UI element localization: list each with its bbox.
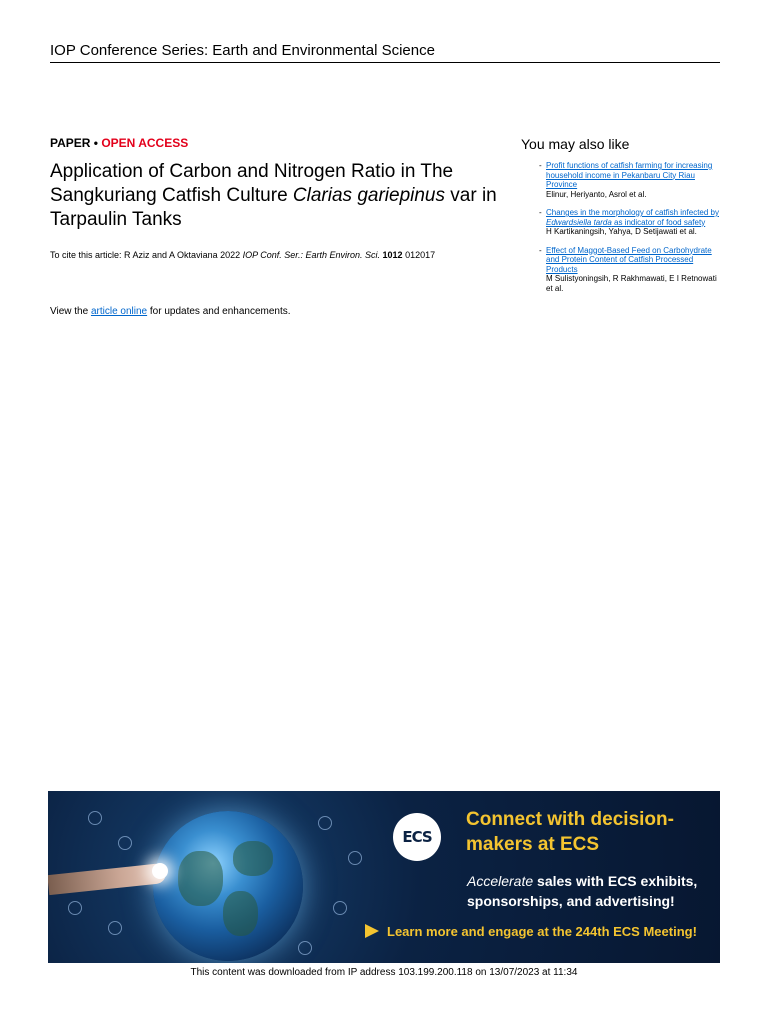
network-node-icon [348,851,362,865]
related-articles-panel [521,136,721,302]
related-item [521,161,721,199]
article-online-link[interactable]: article online [90,306,148,317]
related-link[interactable]: Effect of Maggot-Based Feed on Carbohydrate and Protein Content of Catfish Processed Products [546,245,712,274]
network-node-icon [333,901,347,915]
related-link-text: as indicator of food safety [611,217,706,227]
citation-line [50,249,520,261]
view-prefix: View the [50,306,91,317]
open-access-label: OPEN ACCESS [101,136,189,150]
cite-prefix: To cite this article: R Aziz and A Oktaviana 2022 [50,250,243,260]
related-link-text: Changes in the morphology of catfish infected by [546,208,719,217]
banner-subheadline [467,871,717,911]
cite-number: 012017 [405,250,436,260]
banner-sub-italic: Accelerate [467,873,534,889]
continent-shape [233,841,273,876]
network-node-icon [118,836,132,850]
view-online-line [50,306,291,317]
globe-image [153,811,303,961]
related-link[interactable]: Profit functions of catfish farming for increasing household income in Pekanbaru City Riau Province [546,161,713,189]
cite-journal: IOP Conf. Ser.: Earth Environ. Sci. [242,250,380,260]
light-glow [152,863,168,879]
related-title: You may also like [521,136,630,152]
cite-volume: 1012 [382,250,403,260]
related-item [521,246,721,294]
banner-cta-link[interactable] [365,924,697,939]
separator: • [90,136,102,150]
continent-shape [178,851,223,906]
article-title [50,160,520,232]
view-suffix: for updates and enhancements. [147,306,291,317]
play-arrow-icon [365,924,379,938]
bullet-dash: - [539,161,542,170]
title-species: Clarias gariepinus [292,185,445,206]
paper-label: PAPER [50,136,91,150]
bullet-dash: - [539,208,542,217]
ecs-logo: ECS [393,813,441,861]
related-item [521,208,721,237]
network-node-icon [68,901,82,915]
journal-series-header: IOP Conference Series: Earth and Environmental Science [50,42,720,63]
bullet-dash: - [539,245,542,255]
paper-type-line [50,136,188,150]
download-footer: This content was downloaded from IP address 103.199.200.118 on 13/07/2023 at 11:34 [190,967,578,978]
banner-sub-rest: sales with ECS exhibits, sponsorships, and advertising! [467,873,698,909]
network-node-icon [318,816,332,830]
network-node-icon [88,811,102,825]
related-link[interactable] [546,208,721,227]
banner-headline: Connect with decision-makers at ECS [466,809,674,855]
title-text-2: var in Tarpaulin Tanks [50,185,497,230]
network-node-icon [298,941,312,955]
related-authors: Elinur, Heriyanto, Asrol et al. [546,189,647,199]
related-authors: M Sulistyoningsih, R Rakhmawati, E I Retnowati et al. [546,274,717,293]
ecs-advertisement-banner[interactable] [48,791,720,963]
related-link-species: Edwardsiella tarda [546,217,612,227]
banner-cta-text: Learn more and engage at the 244th ECS Meeting! [387,924,697,939]
continent-shape [223,891,258,936]
pointing-hand-image [48,863,167,895]
title-text-1: Application of Carbon and Nitrogen Ratio in The Sangkuriang Catfish Culture [50,161,454,206]
network-node-icon [108,921,122,935]
related-authors: H Kartikaningsih, Yahya, D Setijawati et al. [546,227,697,236]
